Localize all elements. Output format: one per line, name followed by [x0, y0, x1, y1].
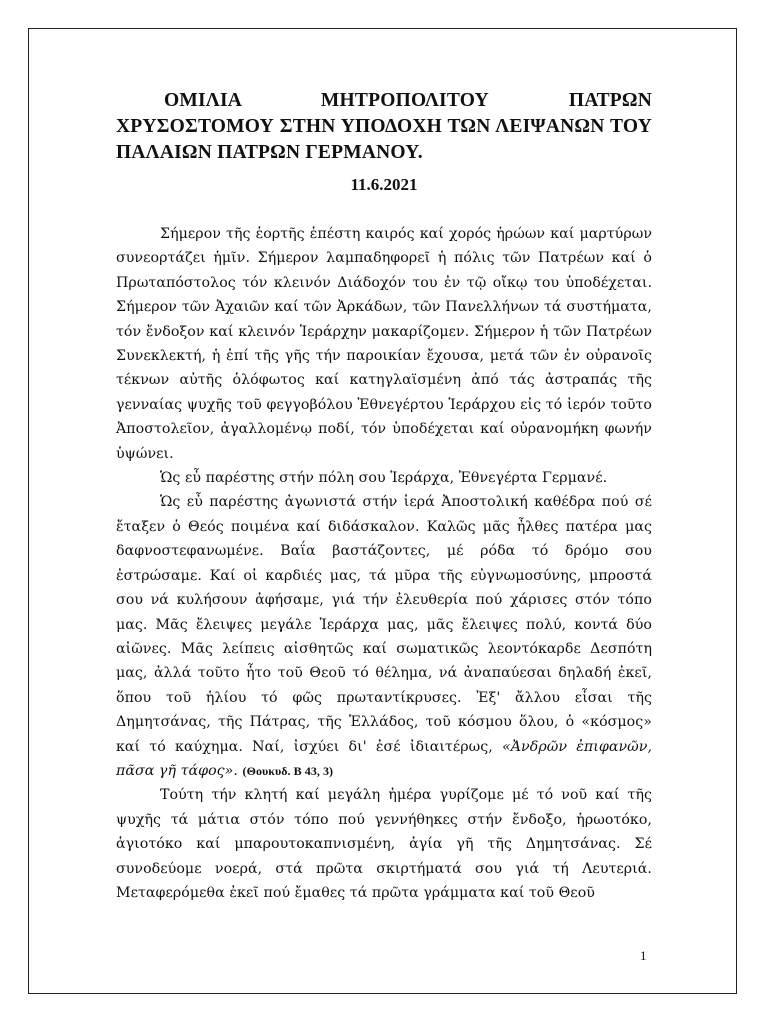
document-title: ΟΜΙΛΙΑ ΜΗΤΡΟΠΟΛΙΤΟΥ ΠΑΤΡΩΝ ΧΡΥΣΟΣΤΟΜΟΥ ΣΤΗΝ ΥΠΟΔΟΧΗ ΤΩΝ ΛΕΙΨΑΝΩΝ ΤΟΥ ΠΑΛΑΙΩΝ ΠΑΤΡΩΝ ΓΕΡΜΑΝΟΥ. — [116, 90, 652, 163]
paragraph-text: Ὡς εὖ παρέστης ἀγωνιστά στήν ἱερά Ἀποστολική καθέδρα πού σέ ἔταξεν ὁ Θεός ποιμένα καί διδάσκαλον. Καλῶς μᾶς ἦλθες πατέρα μας δαφνοστεφανωμένε. Βαΐα βαστάζοντες, μέ ρόδα τό δρόμο σου ἐστρώσαμε. Καί οἱ καρδιές μας, τά μῦρα τῆς εὐγνωμοσύνης, μπροστά σου νά κυλήσουν ἀφήσαμε, γιά τήν ἐλευθερία πού χάρισες στόν τόπο μας. Μᾶς ἔλειψες μεγάλε Ἱεράρχα μας, μᾶς ἔλειψες πολύ, κοντά δύο αἰῶνες. Μᾶς λείπεις αἰσθητῶς καί σωματικῶς λεοντόκαρδε Δεσπότη μας, ἀλλά τοῦτο ἦτο τοῦ Θεοῦ τό θέλημα, νά ἀναπαύεσαι δηλαδή ἐκεῖ, ὅπου τοῦ ἡλίου τό φῶς πρωταντίκρυσες. Ἐξ' ἄλλου εἶσαι τῆς Δημητσάνας, τῆς Πάτρας, τῆς Ἑλλάδος, τοῦ κόσμου ὅλου, ὁ «κόσμος» καί τό καύχημα. Ναί, ἰσχύει δι' ἐσέ ἰδιαιτέρως, — [116, 494, 652, 755]
page-number: 1 — [640, 948, 647, 963]
paragraph — [116, 490, 652, 783]
document-content — [116, 88, 652, 905]
document-date: 11.6.2021 — [350, 175, 418, 194]
citation: (Θουκυδ. Β 43, 3) — [242, 763, 334, 778]
document-body — [116, 222, 652, 905]
quotation: «Ἀνδρῶν ἐπιφανῶν, πᾶσα γῆ τάφος». — [116, 738, 653, 779]
paragraph: Ὡς εὖ παρέστης στήν πόλη σου Ἱεράρχα, Ἐθνεγέρτα Γερμανέ. — [160, 470, 608, 487]
paragraph: Σήμερον τῆς ἑορτῆς ἐπέστη καιρός καί χορός ἡρώων καί μαρτύρων συνεορτάζει ἡμῖν. Σήμερον λαμπαδηφορεῖ ἡ πόλις τῶν Πατρέων καί ὁ Πρωταπόστολος τόν κλεινόν Διάδοχόν του ἐν τῷ οἴκῳ του ὑποδέχεται. Σήμερον τῶν Ἀχαιῶν καί τῶν Ἀρκάδων, τῶν Πανελλήνων τά συστήματα, τόν ἔνδοξον καί κλεινόν Ἱεράρχην μακαρίζομεν. Σήμερον ἡ τῶν Πατρέων Συνεκλεκτή, ἡ ἐπί τῆς γῆς τήν παροικίαν ἔχουσα, μετά τῶν ἐν οὐρανοῖς τέκνων αὐτῆς ὁλόφωτος καί κατηγλαϊσμένη ἀπό τάς ἀστραπάς τῆς γενναίας ψυχῆς τοῦ φεγγοβόλου Ἐθνεγέρτου Ἱεράρχου εἰς τό ἱερόν τοῦτο Ἀποστολεῖον, ἀγαλλομένῳ ποδί, τόν ὑποδέχεται καί οὐρανομήκη φωνήν ὑψώνει. — [116, 226, 652, 462]
paragraph: Τούτη τήν κλητή καί μεγάλη ἡμέρα γυρίζομε μέ τό νοῦ καί τῆς ψυχῆς τά μάτια στόν τόπο πού γεννήθηκες στήν ἔνδοξο, ἡρωοτόκο, ἁγιοτόκο καί μπαρουτοκαπνισμένη, ἁγία γῆ τῆς Δημητσάνας. Σέ συνοδεύομε νοερά, στά πρῶτα σκιρτήματά σου γιά τή Λευτεριά. Μεταφερόμεθα ἐκεῖ πού ἔμαθες τά πρῶτα γράμματα καί τοῦ Θεοῦ — [116, 787, 652, 901]
